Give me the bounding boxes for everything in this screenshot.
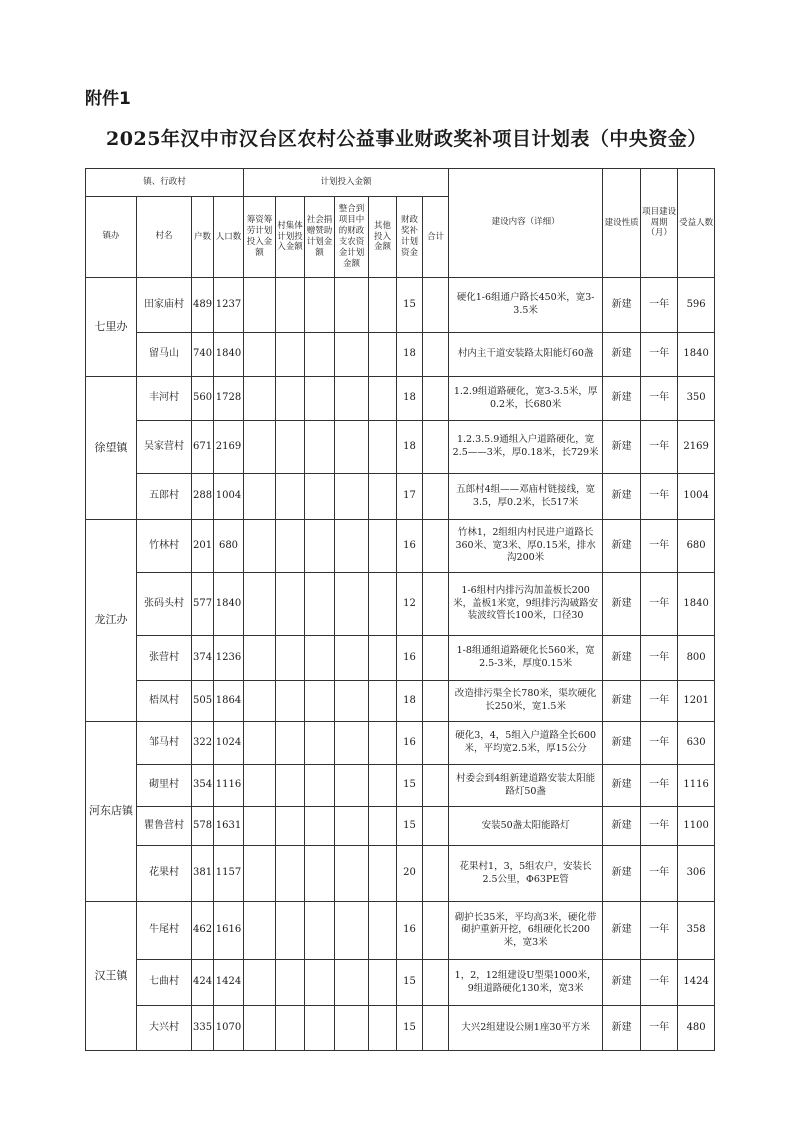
donation-amount: [305, 902, 335, 960]
beneficiaries: 1004: [678, 474, 715, 520]
table-row: [86, 846, 715, 902]
construction-nature: 新建: [603, 333, 641, 377]
integrated-amount: [335, 636, 369, 681]
total-amount: [423, 846, 449, 902]
total-amount: [423, 960, 449, 1006]
population: 1864: [214, 681, 244, 722]
other-amount: [369, 421, 397, 474]
construction-nature: 新建: [603, 1006, 641, 1051]
households: 577: [192, 573, 214, 636]
construction-nature: 新建: [603, 278, 641, 333]
integrated-amount: [335, 722, 369, 765]
construction-nature: 新建: [603, 474, 641, 520]
population: 1236: [214, 636, 244, 681]
fiscal-amount: 18: [397, 377, 423, 421]
fiscal-amount: 16: [397, 636, 423, 681]
labor-amount: [244, 681, 276, 722]
header-total: 合计: [423, 197, 449, 278]
village-name: 大兴村: [137, 1006, 192, 1051]
table-row: [86, 421, 715, 474]
village-name: 丰河村: [137, 377, 192, 421]
other-amount: [369, 520, 397, 573]
beneficiaries: 350: [678, 377, 715, 421]
town-name: 徐望镇: [86, 377, 137, 520]
beneficiaries: 630: [678, 722, 715, 765]
construction-content: 大兴2组建设公厕1座30平方米: [449, 1006, 603, 1051]
table-row: [86, 573, 715, 636]
header-village-group: 镇、行政村: [86, 169, 244, 197]
households: 740: [192, 333, 214, 377]
collective-amount: [276, 377, 305, 421]
construction-nature: 新建: [603, 681, 641, 722]
integrated-amount: [335, 765, 369, 807]
construction-content: 1.2.9组道路硬化，宽3-3.5米，厚0.2米，长680米: [449, 377, 603, 421]
collective-amount: [276, 474, 305, 520]
construction-nature: 新建: [603, 520, 641, 573]
construction-period: 一年: [641, 960, 678, 1006]
donation-amount: [305, 333, 335, 377]
village-name: 砌里村: [137, 765, 192, 807]
beneficiaries: 1116: [678, 765, 715, 807]
village-name: 留马山: [137, 333, 192, 377]
total-amount: [423, 765, 449, 807]
other-amount: [369, 377, 397, 421]
collective-amount: [276, 902, 305, 960]
donation-amount: [305, 765, 335, 807]
construction-content: 安装50盏太阳能路灯: [449, 807, 603, 846]
construction-nature: 新建: [603, 902, 641, 960]
total-amount: [423, 722, 449, 765]
header-other: 其他投入金额: [369, 197, 397, 278]
village-name: 张营村: [137, 636, 192, 681]
construction-nature: 新建: [603, 960, 641, 1006]
donation-amount: [305, 278, 335, 333]
table-row: [86, 520, 715, 573]
table-row: [86, 474, 715, 520]
fiscal-amount: 15: [397, 807, 423, 846]
integrated-amount: [335, 333, 369, 377]
header-content: 建设内容（详细）: [449, 169, 603, 278]
fiscal-amount: 18: [397, 421, 423, 474]
header-collective: 村集体计划投入金额: [276, 197, 305, 278]
households: 322: [192, 722, 214, 765]
village-name: 吴家营村: [137, 421, 192, 474]
households: 560: [192, 377, 214, 421]
table-row: [86, 722, 715, 765]
other-amount: [369, 902, 397, 960]
households: 489: [192, 278, 214, 333]
header-village: 村名: [137, 197, 192, 278]
integrated-amount: [335, 681, 369, 722]
beneficiaries: 800: [678, 636, 715, 681]
construction-period: 一年: [641, 333, 678, 377]
other-amount: [369, 474, 397, 520]
households: 671: [192, 421, 214, 474]
other-amount: [369, 846, 397, 902]
table-row: [86, 960, 715, 1006]
labor-amount: [244, 573, 276, 636]
construction-nature: 新建: [603, 807, 641, 846]
beneficiaries: 1100: [678, 807, 715, 846]
village-name: 梧凤村: [137, 681, 192, 722]
beneficiaries: 680: [678, 520, 715, 573]
other-amount: [369, 765, 397, 807]
header-nature: 建设性质: [603, 169, 641, 278]
fiscal-amount: 17: [397, 474, 423, 520]
beneficiaries: 1424: [678, 960, 715, 1006]
households: 381: [192, 846, 214, 902]
total-amount: [423, 421, 449, 474]
population: 2169: [214, 421, 244, 474]
fiscal-amount: 12: [397, 573, 423, 636]
integrated-amount: [335, 1006, 369, 1051]
labor-amount: [244, 846, 276, 902]
other-amount: [369, 278, 397, 333]
construction-nature: 新建: [603, 765, 641, 807]
labor-amount: [244, 636, 276, 681]
labor-amount: [244, 1006, 276, 1051]
total-amount: [423, 520, 449, 573]
total-amount: [423, 636, 449, 681]
header-households: 户数: [192, 197, 214, 278]
integrated-amount: [335, 807, 369, 846]
labor-amount: [244, 765, 276, 807]
beneficiaries: 1201: [678, 681, 715, 722]
population: 1424: [214, 960, 244, 1006]
header-row-group: [86, 169, 715, 197]
collective-amount: [276, 846, 305, 902]
construction-period: 一年: [641, 474, 678, 520]
total-amount: [423, 377, 449, 421]
fiscal-amount: 18: [397, 681, 423, 722]
construction-content: 砌护长35米，平均高3米，硬化带砌护重新开挖，6组硬化长200米，宽3米: [449, 902, 603, 960]
collective-amount: [276, 807, 305, 846]
table-row: [86, 765, 715, 807]
population: 1840: [214, 333, 244, 377]
construction-content: 1-8组通组道路硬化长560米，宽2.5-3米，厚度0.15米: [449, 636, 603, 681]
households: 578: [192, 807, 214, 846]
beneficiaries: 358: [678, 902, 715, 960]
labor-amount: [244, 333, 276, 377]
beneficiaries: 596: [678, 278, 715, 333]
table-row: [86, 377, 715, 421]
households: 462: [192, 902, 214, 960]
collective-amount: [276, 636, 305, 681]
fiscal-amount: 15: [397, 278, 423, 333]
construction-period: 一年: [641, 573, 678, 636]
fiscal-amount: 16: [397, 722, 423, 765]
village-name: 五郎村: [137, 474, 192, 520]
town-name: 七里办: [86, 278, 137, 377]
town-name: 龙江办: [86, 520, 137, 722]
labor-amount: [244, 474, 276, 520]
construction-period: 一年: [641, 1006, 678, 1051]
population: 1631: [214, 807, 244, 846]
construction-period: 一年: [641, 765, 678, 807]
population: 1004: [214, 474, 244, 520]
construction-period: 一年: [641, 902, 678, 960]
labor-amount: [244, 722, 276, 765]
households: 335: [192, 1006, 214, 1051]
construction-period: 一年: [641, 807, 678, 846]
labor-amount: [244, 902, 276, 960]
construction-period: 一年: [641, 421, 678, 474]
fiscal-amount: 20: [397, 846, 423, 902]
construction-nature: 新建: [603, 573, 641, 636]
village-name: 田家庙村: [137, 278, 192, 333]
labor-amount: [244, 960, 276, 1006]
total-amount: [423, 278, 449, 333]
other-amount: [369, 636, 397, 681]
donation-amount: [305, 960, 335, 1006]
construction-period: 一年: [641, 681, 678, 722]
beneficiaries: 1840: [678, 573, 715, 636]
construction-content: 村委会到4组新建道路安装太阳能路灯50盏: [449, 765, 603, 807]
total-amount: [423, 573, 449, 636]
collective-amount: [276, 520, 305, 573]
construction-content: 竹林1，2组组内村民进户道路长360米、宽3米、厚0.15米，排水沟200米: [449, 520, 603, 573]
labor-amount: [244, 421, 276, 474]
donation-amount: [305, 636, 335, 681]
fiscal-amount: 16: [397, 902, 423, 960]
donation-amount: [305, 681, 335, 722]
collective-amount: [276, 421, 305, 474]
construction-period: 一年: [641, 278, 678, 333]
donation-amount: [305, 722, 335, 765]
construction-period: 一年: [641, 846, 678, 902]
collective-amount: [276, 722, 305, 765]
other-amount: [369, 722, 397, 765]
collective-amount: [276, 960, 305, 1006]
fiscal-amount: 15: [397, 1006, 423, 1051]
village-name: 七曲村: [137, 960, 192, 1006]
integrated-amount: [335, 377, 369, 421]
other-amount: [369, 807, 397, 846]
construction-period: 一年: [641, 377, 678, 421]
construction-content: 花果村1，3，5组农户，安装长2.5公里，Φ63PE管: [449, 846, 603, 902]
households: 201: [192, 520, 214, 573]
households: 424: [192, 960, 214, 1006]
labor-amount: [244, 807, 276, 846]
beneficiaries: 1840: [678, 333, 715, 377]
table-row: [86, 636, 715, 681]
collective-amount: [276, 765, 305, 807]
households: 374: [192, 636, 214, 681]
fiscal-amount: 18: [397, 333, 423, 377]
header-labor: 筹资筹劳计划投入金额: [244, 197, 276, 278]
header-plan-group: 计划投入金额: [244, 169, 449, 197]
beneficiaries: 480: [678, 1006, 715, 1051]
population: 1070: [214, 1006, 244, 1051]
construction-content: 村内主干道安装路太阳能灯60盏: [449, 333, 603, 377]
donation-amount: [305, 846, 335, 902]
table-row: [86, 807, 715, 846]
header-beneficiaries: 受益人数: [678, 169, 715, 278]
collective-amount: [276, 278, 305, 333]
collective-amount: [276, 1006, 305, 1051]
total-amount: [423, 902, 449, 960]
other-amount: [369, 960, 397, 1006]
integrated-amount: [335, 278, 369, 333]
construction-content: 1，2，12组建设U型渠1000米，9组道路硬化130米，宽3米: [449, 960, 603, 1006]
construction-content: 硬化3，4，5组入户道路全长600米，平均宽2.5米，厚15公分: [449, 722, 603, 765]
total-amount: [423, 807, 449, 846]
header-fiscal: 财政奖补计划资金: [397, 197, 423, 278]
other-amount: [369, 1006, 397, 1051]
integrated-amount: [335, 846, 369, 902]
attachment-label: 附件1: [85, 89, 131, 109]
population: 1237: [214, 278, 244, 333]
construction-period: 一年: [641, 636, 678, 681]
integrated-amount: [335, 573, 369, 636]
integrated-amount: [335, 902, 369, 960]
collective-amount: [276, 573, 305, 636]
integrated-amount: [335, 520, 369, 573]
collective-amount: [276, 333, 305, 377]
population: 1616: [214, 902, 244, 960]
construction-content: 改造排污渠全长780米，渠坎硬化长250米，宽1.5米: [449, 681, 603, 722]
donation-amount: [305, 474, 335, 520]
donation-amount: [305, 421, 335, 474]
total-amount: [423, 333, 449, 377]
collective-amount: [276, 681, 305, 722]
donation-amount: [305, 573, 335, 636]
other-amount: [369, 681, 397, 722]
other-amount: [369, 333, 397, 377]
other-amount: [369, 573, 397, 636]
construction-content: 1.2.3.5.9通组入户道路硬化，宽2.5——3米，厚0.18米，长729米: [449, 421, 603, 474]
fiscal-amount: 16: [397, 520, 423, 573]
total-amount: [423, 474, 449, 520]
population: 680: [214, 520, 244, 573]
town-name: 河东店镇: [86, 722, 137, 902]
population: 1116: [214, 765, 244, 807]
header-integrated: 整合到项目中的财政支农资金计划金额: [335, 197, 369, 278]
labor-amount: [244, 377, 276, 421]
table-row: [86, 278, 715, 333]
header-period: 项目建设周期（月）: [641, 169, 678, 278]
construction-content: 1-6组村内排污沟加盖板长200米，盖板1米宽，9组排污沟破路安装波纹管长100米，口径30: [449, 573, 603, 636]
construction-content: 五郎村4组——邓庙村链接线，宽3.5，厚0.2米，长517米: [449, 474, 603, 520]
donation-amount: [305, 520, 335, 573]
construction-period: 一年: [641, 520, 678, 573]
integrated-amount: [335, 474, 369, 520]
village-name: 牛尾村: [137, 902, 192, 960]
fiscal-amount: 15: [397, 960, 423, 1006]
construction-nature: 新建: [603, 722, 641, 765]
construction-nature: 新建: [603, 846, 641, 902]
labor-amount: [244, 278, 276, 333]
table-row: [86, 681, 715, 722]
integrated-amount: [335, 960, 369, 1006]
header-donation: 社会捐赠赞助计划金额: [305, 197, 335, 278]
population: 1728: [214, 377, 244, 421]
labor-amount: [244, 520, 276, 573]
beneficiaries: 2169: [678, 421, 715, 474]
construction-nature: 新建: [603, 377, 641, 421]
construction-nature: 新建: [603, 421, 641, 474]
table-row: [86, 1006, 715, 1051]
village-name: 张码头村: [137, 573, 192, 636]
households: 505: [192, 681, 214, 722]
donation-amount: [305, 1006, 335, 1051]
village-name: 竹林村: [137, 520, 192, 573]
population: 1840: [214, 573, 244, 636]
households: 354: [192, 765, 214, 807]
construction-content: 硬化1-6组通户路长450米，宽3-3.5米: [449, 278, 603, 333]
fiscal-amount: 15: [397, 765, 423, 807]
donation-amount: [305, 377, 335, 421]
header-town: 镇办: [86, 197, 137, 278]
table-row: [86, 333, 715, 377]
town-name: 汉王镇: [86, 902, 137, 1051]
construction-nature: 新建: [603, 636, 641, 681]
integrated-amount: [335, 421, 369, 474]
households: 288: [192, 474, 214, 520]
table-row: [86, 902, 715, 960]
total-amount: [423, 1006, 449, 1051]
village-name: 瞿鲁营村: [137, 807, 192, 846]
project-plan-table: [85, 168, 715, 1051]
population: 1157: [214, 846, 244, 902]
page-title: 2025年汉中市汉台区农村公益事业财政奖补项目计划表（中央资金）: [106, 128, 707, 150]
village-name: 邹马村: [137, 722, 192, 765]
donation-amount: [305, 807, 335, 846]
construction-period: 一年: [641, 722, 678, 765]
population: 1024: [214, 722, 244, 765]
header-population: 人口数: [214, 197, 244, 278]
beneficiaries: 306: [678, 846, 715, 902]
village-name: 花果村: [137, 846, 192, 902]
total-amount: [423, 681, 449, 722]
